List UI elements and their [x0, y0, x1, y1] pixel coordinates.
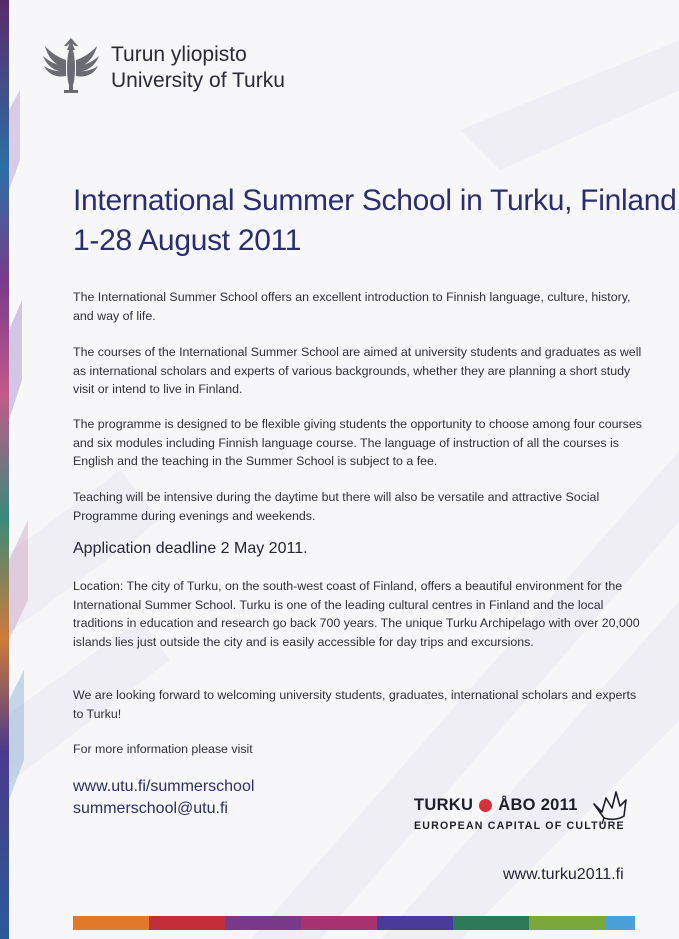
university-emblem-icon — [42, 38, 100, 94]
contact-links — [73, 776, 254, 820]
location-paragraph: Location: The city of Turku, on the south-west coast of Finland, offers a beautiful environment for the International Summer School. Turku is one of the leading cultural centres in Finland and the local traditions in education and research go back 700 years. The unique Turku Archipelago with over 20,000 islands lies just outside the city and is easily accessible for day trips and excursions. — [73, 579, 640, 649]
more-info-text: For more information please visit — [73, 742, 253, 756]
bar-segment — [453, 916, 529, 930]
welcome-paragraph: We are looking forward to welcoming university students, graduates, international scholars and experts to Turku! — [73, 688, 637, 721]
bar-segment — [225, 916, 301, 930]
abo-text: ÅBO 2011 — [498, 796, 578, 814]
bar-segment — [605, 916, 635, 930]
title-line-1: International Summer School in Turku, Finland — [73, 184, 677, 217]
left-color-strip — [0, 0, 9, 939]
capital-of-culture-logo — [414, 796, 625, 832]
email-link[interactable]: summerschool@utu.fi — [73, 800, 228, 817]
audience-paragraph: The courses of the International Summer School are aimed at university students and graduates as well as international scholars and experts of various backgrounds, whether they are planning a short study visit or intend to live in Finland. — [73, 345, 642, 396]
university-name — [111, 42, 285, 94]
turku-text: TURKU — [414, 796, 474, 814]
university-name-en: University of Turku — [111, 69, 285, 92]
title-line-2: 1-28 August 2011 — [73, 224, 302, 257]
ecoc-subtitle: EUROPEAN CAPITAL OF CULTURE — [414, 820, 625, 832]
bar-segment — [301, 916, 377, 930]
programme-paragraph: The programme is designed to be flexible giving students the opportunity to choose among four courses and six modules including Finnish language course. The language of instruction of all the courses is English and the teaching in the Summer School is subject to a fee. — [73, 417, 642, 468]
bar-segment — [149, 916, 225, 930]
turku2011-link[interactable]: www.turku2011.fi — [503, 866, 624, 883]
bar-segment — [529, 916, 605, 930]
application-deadline: Application deadline 2 May 2011. — [73, 540, 308, 557]
page-title — [73, 181, 677, 261]
website-link[interactable]: www.utu.fi/summerschool — [73, 778, 255, 795]
intro-paragraph: The International Summer School offers an excellent introduction to Finnish language, culture, history, and way of life. — [73, 290, 631, 323]
red-dot-icon — [479, 799, 492, 812]
crown-icon — [592, 790, 634, 826]
bottom-color-bar — [73, 916, 635, 930]
teaching-paragraph: Teaching will be intensive during the daytime but there will also be versatile and attractive Social Programme during evenings and weekends. — [73, 490, 600, 523]
bar-segment — [377, 916, 453, 930]
bar-segment — [73, 916, 149, 930]
university-name-fi: Turun yliopisto — [111, 43, 247, 66]
